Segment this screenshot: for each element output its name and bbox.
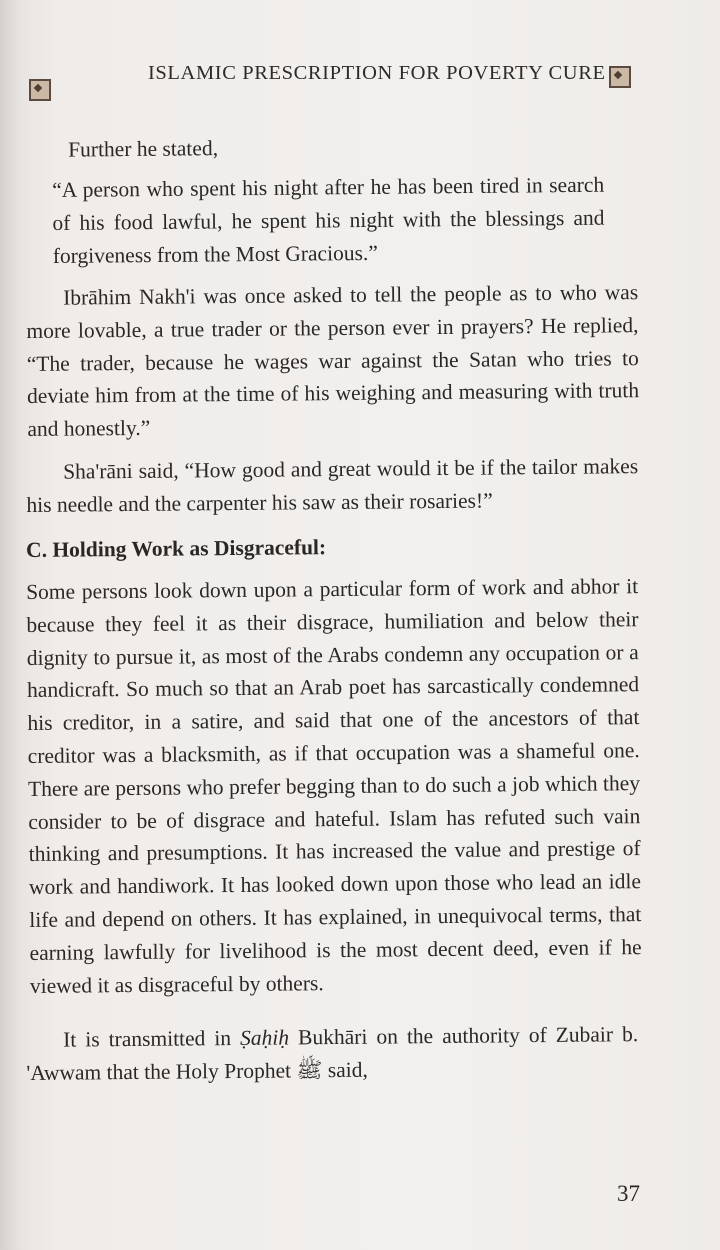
paragraph-sahih-text xyxy=(26,1018,639,1089)
paragraph-ibrahim-text: Ibrāhim Nakh'i was once asked to tell the people as to who was more lovable, a true trader or the person ever in prayers? He replied, “The trader, because he wages war against the Satan who tries to deviate him from at the time of his weighing and measuring with truth and honestly.” xyxy=(26,280,640,442)
section-heading: C. Holding Work as Disgraceful: xyxy=(26,535,327,562)
sahih-text-end: Bukhāri on the authority of Zubair b. 'Awwam that the Holy Prophet ﷺ said, xyxy=(26,1022,639,1085)
paragraph-sharani-text: Sha'rāni said, “How good and great would it be if the tailor makes his needle and the carpenter his saw as their rosaries!” xyxy=(26,454,639,517)
running-header: ISLAMIC PRESCRIPTION FOR POVERTY CURE xyxy=(148,62,606,84)
sahih-book-title: Ṣaḥiḥ xyxy=(239,1025,290,1050)
paragraph-sharani xyxy=(26,450,639,521)
intro-text: Further he stated, xyxy=(68,136,219,162)
paragraph-sahih xyxy=(26,1018,639,1089)
ornament-icon xyxy=(609,66,631,88)
intro-line xyxy=(26,128,680,167)
quotation-block xyxy=(52,169,605,273)
page-number: 37 xyxy=(617,1181,640,1206)
sahih-text-start: It is transmitted in xyxy=(63,1025,241,1052)
ornament-icon xyxy=(29,79,51,101)
page-spine-shadow xyxy=(0,0,22,1250)
quotation-text: “A person who spent his night after he has been tired in search of his food lawful, he spent his night with the blessings and forgiveness from the Most Gracious.” xyxy=(52,172,605,268)
paragraph-ibrahim xyxy=(26,276,640,446)
paragraph-work-text: Some persons look down upon a particular form of work and abhor it because they feel it as their disgrace, humiliation and below their dignity to pursue it, as most of the Arabs condemn any occupation or a handicraft. So much so that an Arab poet has sarcastically condemned his creditor, in a satire, and said that one of the ancestors of that creditor was a blacksmith, as if that occupation was a shameful one. There are persons who prefer begging than to do such a job which they consider to be of disgrace and hateful. Islam has refuted such vain thinking and presumptions. It has increased the value and prestige of work and handiwork. It has looked down upon those who lead an idle life and depend on others. It has explained, in unequivocal terms, that earning lawfully for livelihood is the most decent deed, even if he viewed it as disgraceful by others. xyxy=(26,574,642,998)
paragraph-work xyxy=(26,570,642,1002)
